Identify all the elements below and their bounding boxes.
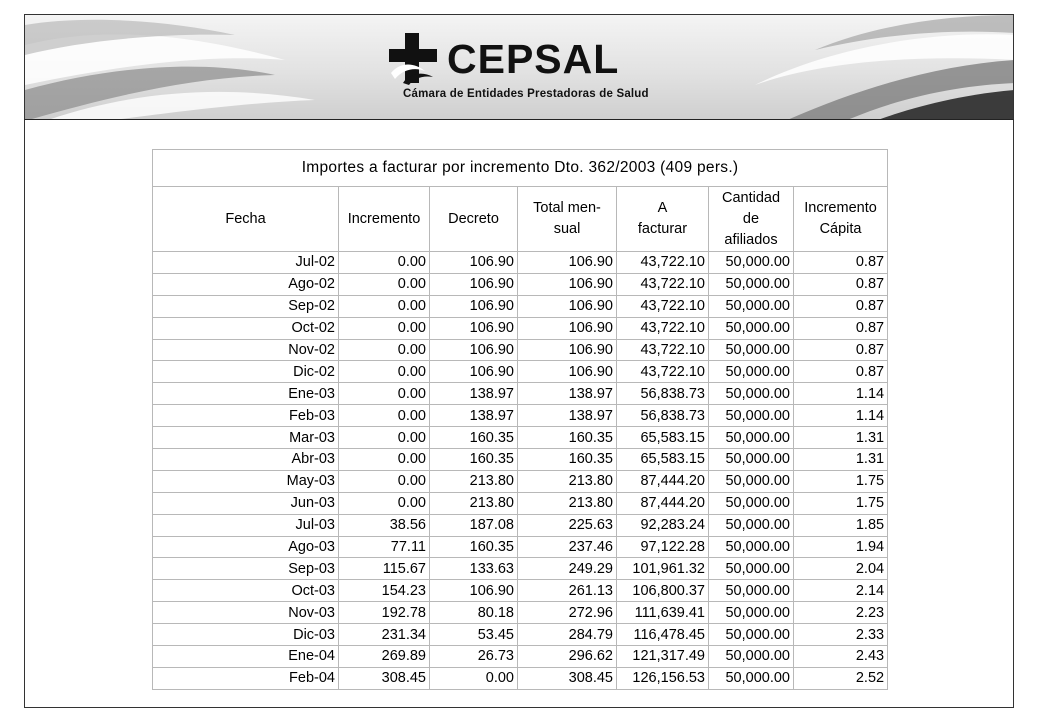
table-cell: 308.45 [339, 667, 430, 689]
table-cell: Mar-03 [153, 427, 339, 449]
table-cell: 0.00 [339, 449, 430, 471]
billing-table [152, 149, 888, 690]
table-cell: 213.80 [518, 470, 617, 492]
table-cell: 50,000.00 [709, 602, 794, 624]
table-cell: 0.87 [794, 273, 888, 295]
table-cell: Ene-04 [153, 646, 339, 668]
table-cell: 0.00 [339, 317, 430, 339]
table-cell: 97,122.28 [617, 536, 709, 558]
table-cell: 160.35 [518, 427, 617, 449]
table-cell: 106.90 [518, 317, 617, 339]
table-cell: 106.90 [430, 273, 518, 295]
column-header: Cantidad de afiliados [709, 187, 794, 252]
table-cell: 56,838.73 [617, 383, 709, 405]
table-cell: 0.87 [794, 361, 888, 383]
table-cell: 192.78 [339, 602, 430, 624]
table-cell: 269.89 [339, 646, 430, 668]
table-cell: 87,444.20 [617, 470, 709, 492]
table-cell: 272.96 [518, 602, 617, 624]
table-row [153, 470, 888, 492]
table-cell: 50,000.00 [709, 646, 794, 668]
table-row [153, 383, 888, 405]
table-cell: 0.00 [339, 383, 430, 405]
table-cell: 50,000.00 [709, 273, 794, 295]
column-header: A facturar [617, 187, 709, 252]
table-cell: 1.75 [794, 492, 888, 514]
table-cell: 133.63 [430, 558, 518, 580]
table-cell: 43,722.10 [617, 339, 709, 361]
table-cell: 225.63 [518, 514, 617, 536]
table-cell: 106.90 [518, 339, 617, 361]
table-cell: 2.33 [794, 624, 888, 646]
table-cell: 101,961.32 [617, 558, 709, 580]
table-row [153, 602, 888, 624]
table-cell: 138.97 [430, 405, 518, 427]
table-cell: 87,444.20 [617, 492, 709, 514]
table-cell: 50,000.00 [709, 536, 794, 558]
table-row [153, 536, 888, 558]
table-cell: 0.87 [794, 339, 888, 361]
table-cell: 126,156.53 [617, 667, 709, 689]
table-title: Importes a facturar por incremento Dto. 362/2003 (409 pers.) [153, 150, 888, 187]
table-cell: 106.90 [430, 580, 518, 602]
table-cell: 50,000.00 [709, 252, 794, 274]
table-cell: 106.90 [518, 273, 617, 295]
table-cell: 231.34 [339, 624, 430, 646]
table-cell: 160.35 [430, 536, 518, 558]
table-cell: May-03 [153, 470, 339, 492]
table-cell: 106.90 [430, 317, 518, 339]
table-cell: 116,478.45 [617, 624, 709, 646]
table-cell: Abr-03 [153, 449, 339, 471]
table-row [153, 252, 888, 274]
table-cell: 160.35 [430, 449, 518, 471]
table-title-row [153, 150, 888, 187]
table-cell: 261.13 [518, 580, 617, 602]
table-row [153, 492, 888, 514]
table-cell: 50,000.00 [709, 339, 794, 361]
table-row [153, 405, 888, 427]
table-cell: 0.87 [794, 295, 888, 317]
table-cell: Oct-02 [153, 317, 339, 339]
table-row [153, 558, 888, 580]
table-cell: Dic-02 [153, 361, 339, 383]
table-cell: 237.46 [518, 536, 617, 558]
table-cell: 0.87 [794, 317, 888, 339]
table-row [153, 449, 888, 471]
table-cell: 50,000.00 [709, 317, 794, 339]
table-cell: 187.08 [430, 514, 518, 536]
table-cell: 50,000.00 [709, 383, 794, 405]
table-cell: 80.18 [430, 602, 518, 624]
table-cell: 53.45 [430, 624, 518, 646]
table-cell: 50,000.00 [709, 558, 794, 580]
table-cell: 0.00 [339, 361, 430, 383]
table-cell: 26.73 [430, 646, 518, 668]
table-cell: 43,722.10 [617, 317, 709, 339]
table-cell: 1.14 [794, 405, 888, 427]
table-row [153, 427, 888, 449]
table-cell: 1.31 [794, 449, 888, 471]
table-cell: Dic-03 [153, 624, 339, 646]
table-cell: Nov-02 [153, 339, 339, 361]
table-cell: 106.90 [430, 361, 518, 383]
table-cell: 2.23 [794, 602, 888, 624]
table-cell: 2.43 [794, 646, 888, 668]
table-cell: Jun-03 [153, 492, 339, 514]
table-cell: 106,800.37 [617, 580, 709, 602]
table-cell: 106.90 [518, 361, 617, 383]
table-cell: 154.23 [339, 580, 430, 602]
table-cell: 0.00 [339, 252, 430, 274]
column-header: Incremento Cápita [794, 187, 888, 252]
table-row [153, 295, 888, 317]
table-cell: 50,000.00 [709, 514, 794, 536]
table-row [153, 361, 888, 383]
table-cell: 308.45 [518, 667, 617, 689]
cross-icon [389, 33, 441, 85]
table-header-row [153, 187, 888, 252]
table-cell: 65,583.15 [617, 427, 709, 449]
table-cell: 43,722.10 [617, 252, 709, 274]
table-row [153, 339, 888, 361]
table-cell: 115.67 [339, 558, 430, 580]
table-cell: 284.79 [518, 624, 617, 646]
table-row [153, 646, 888, 668]
table-cell: 50,000.00 [709, 405, 794, 427]
table-cell: 43,722.10 [617, 295, 709, 317]
table-cell: 111,639.41 [617, 602, 709, 624]
table-cell: 106.90 [518, 295, 617, 317]
table-cell: 77.11 [339, 536, 430, 558]
table-cell: 106.90 [430, 339, 518, 361]
table-cell: 0.00 [339, 405, 430, 427]
table-cell: Sep-03 [153, 558, 339, 580]
table-cell: Nov-03 [153, 602, 339, 624]
column-header: Total men- sual [518, 187, 617, 252]
table-cell: 249.29 [518, 558, 617, 580]
table-cell: 1.14 [794, 383, 888, 405]
table-cell: 50,000.00 [709, 361, 794, 383]
table-cell: 160.35 [518, 449, 617, 471]
table-cell: 50,000.00 [709, 427, 794, 449]
table-cell: 43,722.10 [617, 361, 709, 383]
table-cell: Ago-02 [153, 273, 339, 295]
table-row [153, 667, 888, 689]
table-cell: 1.94 [794, 536, 888, 558]
table-cell: 213.80 [430, 470, 518, 492]
table-cell: 106.90 [518, 252, 617, 274]
table-cell: 0.00 [339, 470, 430, 492]
table-cell: 0.00 [339, 273, 430, 295]
table-cell: 50,000.00 [709, 295, 794, 317]
cepsal-logo [389, 33, 659, 103]
table-row [153, 317, 888, 339]
table-cell: 50,000.00 [709, 449, 794, 471]
table-cell: 0.00 [339, 295, 430, 317]
table-cell: 1.85 [794, 514, 888, 536]
table-row [153, 580, 888, 602]
table-cell: 0.87 [794, 252, 888, 274]
table-cell: Feb-04 [153, 667, 339, 689]
header-banner [24, 14, 1014, 120]
table-cell: 50,000.00 [709, 492, 794, 514]
table-cell: 0.00 [430, 667, 518, 689]
table-row [153, 514, 888, 536]
column-header: Decreto [430, 187, 518, 252]
table-cell: 1.31 [794, 427, 888, 449]
table-cell: 50,000.00 [709, 470, 794, 492]
table-cell: 2.04 [794, 558, 888, 580]
table-cell: 213.80 [430, 492, 518, 514]
table-cell: 50,000.00 [709, 580, 794, 602]
table-cell: Ago-03 [153, 536, 339, 558]
table-cell: 50,000.00 [709, 624, 794, 646]
table-cell: 2.14 [794, 580, 888, 602]
table-cell: 138.97 [518, 405, 617, 427]
table-cell: 0.00 [339, 339, 430, 361]
table-cell: 106.90 [430, 295, 518, 317]
table-cell: 138.97 [430, 383, 518, 405]
table-row [153, 624, 888, 646]
table-cell: 213.80 [518, 492, 617, 514]
table-cell: 38.56 [339, 514, 430, 536]
column-header: Fecha [153, 187, 339, 252]
table-cell: 50,000.00 [709, 667, 794, 689]
table-cell: 2.52 [794, 667, 888, 689]
table-cell: Ene-03 [153, 383, 339, 405]
column-header: Incremento [339, 187, 430, 252]
table-cell: Feb-03 [153, 405, 339, 427]
table-cell: 121,317.49 [617, 646, 709, 668]
table-cell: Jul-03 [153, 514, 339, 536]
table-cell: Jul-02 [153, 252, 339, 274]
table-cell: 0.00 [339, 492, 430, 514]
table-cell: 296.62 [518, 646, 617, 668]
logo-name: CEPSAL [447, 36, 620, 82]
table-cell: 138.97 [518, 383, 617, 405]
table-body [153, 252, 888, 690]
table-cell: 106.90 [430, 252, 518, 274]
table-cell: 92,283.24 [617, 514, 709, 536]
table-cell: 1.75 [794, 470, 888, 492]
logo-subtitle: Cámara de Entidades Prestadoras de Salud [403, 88, 649, 100]
table-cell: 56,838.73 [617, 405, 709, 427]
table-cell: Sep-02 [153, 295, 339, 317]
table-cell: 160.35 [430, 427, 518, 449]
table-cell: Oct-03 [153, 580, 339, 602]
table-cell: 65,583.15 [617, 449, 709, 471]
table-cell: 0.00 [339, 427, 430, 449]
table-row [153, 273, 888, 295]
table-cell: 43,722.10 [617, 273, 709, 295]
